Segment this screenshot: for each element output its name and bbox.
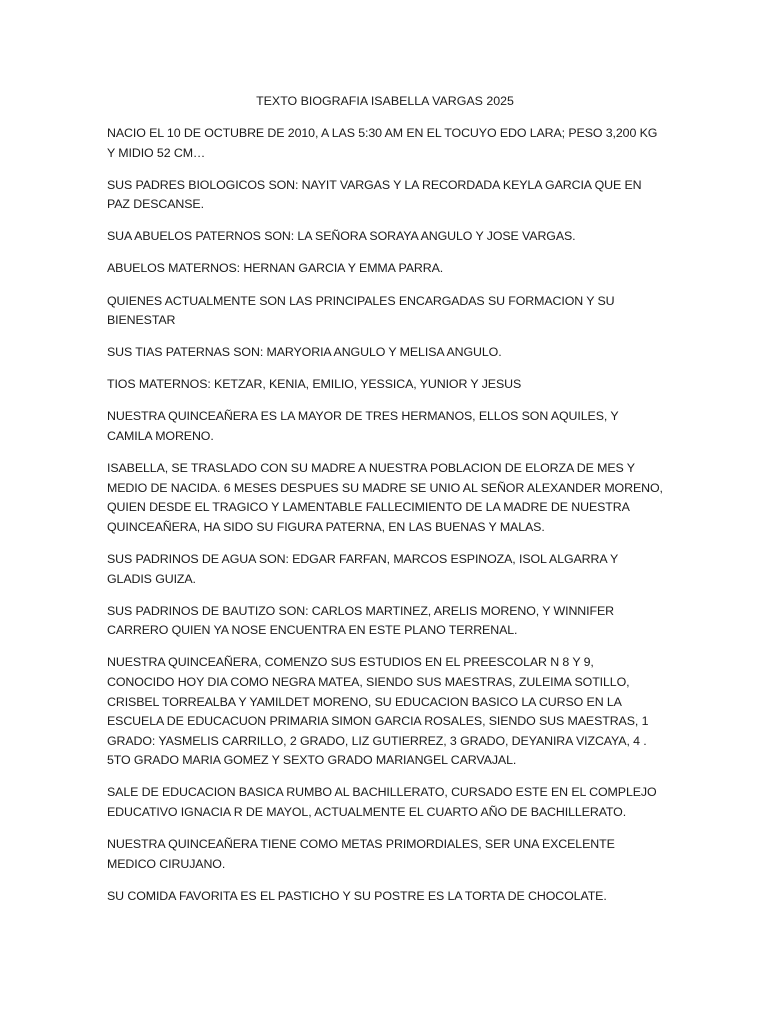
document-title: TEXTO BIOGRAFIA ISABELLA VARGAS 2025 xyxy=(256,94,514,108)
paragraph-birth: NACIO EL 10 DE OCTUBRE DE 2010, A LAS 5:30 AM EN EL TOCUYO EDO LARA; PESO 3,200 KG Y MIDIO 52 CM… xyxy=(107,126,658,160)
paragraph-favorite-food: SU COMIDA FAVORITA ES EL PASTICHO Y SU POSTRE ES LA TORTA DE CHOCOLATE. xyxy=(107,888,607,903)
paragraph-baptism-godparents: SUS PADRINOS DE BAUTIZO SON: CARLOS MARTINEZ, ARELIS MORENO, Y WINNIFER CARRERO QUIEN YA NOSE ENCUENTRA EN ESTE PLANO TERRENAL. xyxy=(107,603,614,638)
paragraph-early-education: NUESTRA QUINCEAÑERA, COMENZO SUS ESTUDIOS EN EL PREESCOLAR N 8 Y 9, CONOCIDO HOY DIA COMO NEGRA MATEA, SIENDO SUS MAESTRAS, ZULEIMA SOTILLO, CRISBEL TORREALBA Y YAMILDET MORENO, SU EDUCACION BASICO LA CURSO EN LA ESCUELA DE EDUCACUON PRIMARIA SIMON GARCIA ROSALES, SIENDO SUS MAESTRAS, 1 GRADO: YASMELIS CARRILLO, 2 GRADO, LIZ GUTIERREZ, 3 GRADO, DEYANIRA VIZCAYA, 4 . 5TO GRADO MARIA GOMEZ Y SEXTO GRADO MARIANGEL CARVAJAL. xyxy=(107,655,649,768)
paragraph-maternal-uncles: TIOS MATERNOS: KETZAR, KENIA, EMILIO, YESSICA, YUNIOR Y JESUS xyxy=(107,377,522,392)
paragraph-goals: NUESTRA QUINCEAÑERA TIENE COMO METAS PRIMORDIALES, SER UNA EXCELENTE MEDICO CIRUJANO. xyxy=(107,837,615,871)
paragraph-parents: SUS PADRES BIOLOGICOS SON: NAYIT VARGAS Y LA RECORDADA KEYLA GARCIA QUE EN PAZ DESCANSE. xyxy=(107,177,642,212)
paragraph-siblings: NUESTRA QUINCEAÑERA ES LA MAYOR DE TRES HERMANOS, ELLOS SON AQUILES, Y CAMILA MORENO. xyxy=(107,409,619,444)
paragraph-maternal-grandparents: ABUELOS MATERNOS: HERNAN GARCIA Y EMMA PARRA. xyxy=(107,261,444,276)
paragraph-high-school: SALE DE EDUCACION BASICA RUMBO AL BACHILLERATO, CURSADO ESTE EN EL COMPLEJO EDUCATIVO IGNACIA R DE MAYOL, ACTUALMENTE EL CUARTO AÑO DE BACHILLERATO. xyxy=(107,785,657,820)
paragraph-caretakers: QUIENES ACTUALMENTE SON LAS PRINCIPALES ENCARGADAS SU FORMACION Y SU BIENESTAR xyxy=(107,293,615,328)
document-body xyxy=(107,92,663,919)
paragraph-paternal-grandparents: SUA ABUELOS PATERNOS SON: LA SEÑORA SORAYA ANGULO Y JOSE VARGAS. xyxy=(107,229,576,244)
paragraph-water-godparents: SUS PADRINOS DE AGUA SON: EDGAR FARFAN, MARCOS ESPINOZA, ISOL ALGARRA Y GLADIS GUIZA. xyxy=(107,552,618,586)
paragraph-relocation: ISABELLA, SE TRASLADO CON SU MADRE A NUESTRA POBLACION DE ELORZA DE MES Y MEDIO DE NACIDA. 6 MESES DESPUES SU MADRE SE UNIO AL SEÑOR ALEXANDER MORENO, QUIEN DESDE EL TRAGICO Y LAMENTABLE FALLECIMIENTO DE LA MADRE DE NUESTRA QUINCEAÑERA, HA SIDO SU FIGURA PATERNA, EN LAS BUENAS Y MALAS. xyxy=(107,461,663,534)
paragraph-paternal-aunts: SUS TIAS PATERNAS SON: MARYORIA ANGULO Y MELISA ANGULO. xyxy=(107,345,502,360)
